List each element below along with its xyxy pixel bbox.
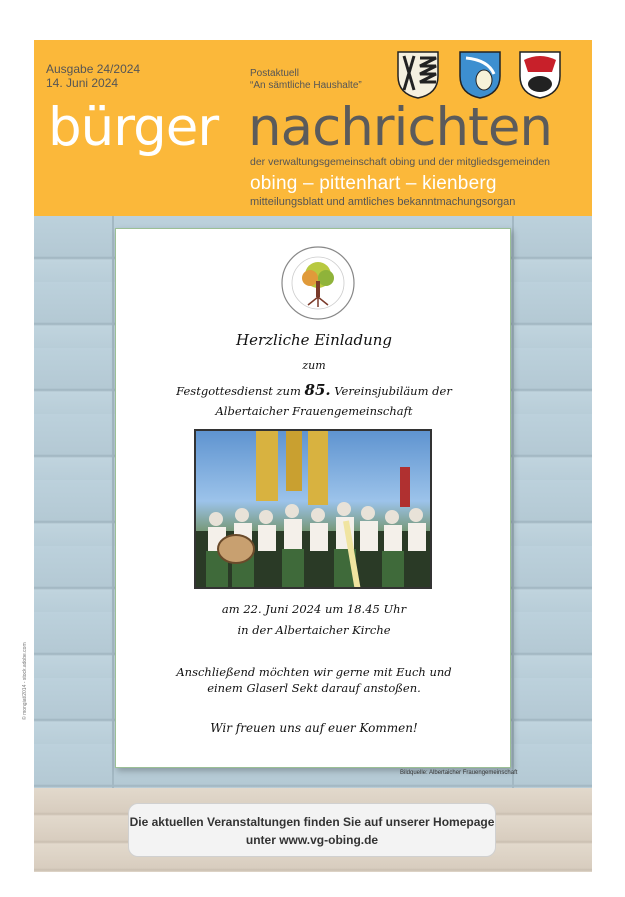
tagline: mitteilungsblatt und amtliches bekanntmachungsorgan (250, 196, 516, 208)
invitation-datetime: am 22. Juni 2024 um 18.45 Uhr (221, 602, 407, 616)
issue-number: Ausgabe 24/2024 (46, 62, 141, 76)
post-line-2: “An sämtliche Haushalte” (250, 80, 362, 91)
invitation-association: Albertaicher Frauengemeinschaft (215, 404, 413, 418)
postal-note (250, 68, 362, 92)
group-photo (194, 429, 432, 589)
invitation-heading: Herzliche Einladung (235, 331, 392, 349)
masthead (34, 40, 592, 216)
photo-credit: Bildquelle: Albertaicher Frauengemeinschaft (400, 770, 518, 776)
title-buerger: bürger (48, 97, 219, 158)
homepage-notice (128, 803, 496, 857)
invitation-zum: zum (302, 359, 326, 372)
invitation-event-line: Festgottesdienst zum 85. Vereinsjubiläum der (176, 381, 452, 399)
coat-of-arms-pittenhart-icon (458, 50, 502, 100)
coat-of-arms-obing-icon (396, 50, 440, 100)
homepage-notice-line-1: Die aktuellen Veranstaltungen finden Sie auf unserer Homepage (129, 815, 495, 829)
post-line-1: Postaktuell (250, 68, 299, 79)
member-municipalities: obing – pittenhart – kienberg (250, 173, 497, 194)
issue-date: 14. Juni 2024 (46, 76, 119, 90)
association-logo-icon (280, 245, 356, 321)
title-nachrichten: nachrichten (248, 97, 553, 158)
side-credit: © mongiat/2014 - stock.adobe.com (22, 642, 28, 720)
invitation-card (115, 228, 511, 768)
invitation-closing: Wir freuen uns auf euer Kommen! (210, 721, 418, 735)
coat-of-arms-kienberg-icon (518, 50, 562, 100)
invitation-reception-line-2: einem Glaserl Sekt darauf anstoßen. (207, 681, 421, 695)
homepage-notice-line-2[interactable]: unter www.vg-obing.de (245, 833, 379, 847)
subtitle: der verwaltungsgemeinschaft obing und der mitgliedsgemeinden (250, 156, 551, 168)
issue-info (46, 62, 140, 90)
invitation-location: in der Albertaicher Kirche (237, 623, 391, 637)
invitation-reception-line-1: Anschließend möchten wir gerne mit Euch und (176, 665, 452, 679)
